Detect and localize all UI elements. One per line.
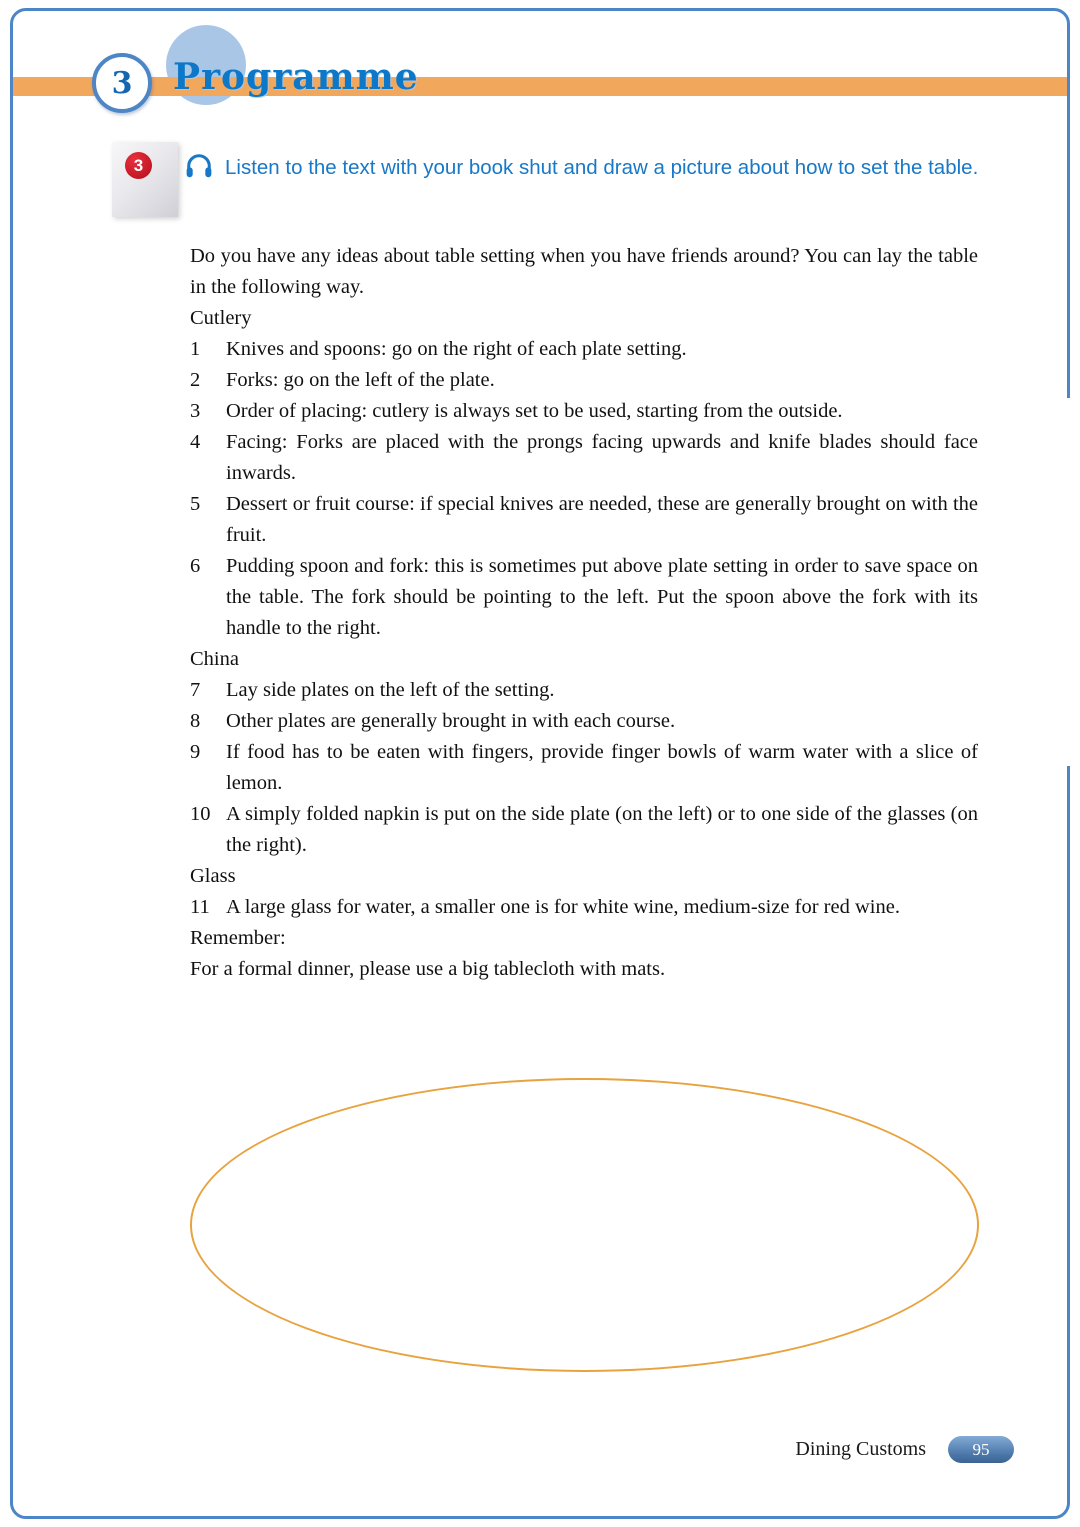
list-item xyxy=(190,489,978,551)
unit-number-badge xyxy=(92,53,152,113)
item-number: 5 xyxy=(190,493,201,515)
list-item xyxy=(190,799,978,861)
drawing-area-ellipse xyxy=(190,1078,979,1372)
item-text: If food has to be eaten with fingers, provide finger bowls of warm water with a slice of lemon. xyxy=(226,741,978,794)
list-item xyxy=(190,706,978,737)
page-number: 95 xyxy=(972,1439,990,1459)
item-number: 1 xyxy=(190,338,201,360)
activity-graphic xyxy=(112,142,178,217)
list-item xyxy=(190,334,978,365)
list-item xyxy=(190,675,978,706)
item-text: Lay side plates on the left of the setting. xyxy=(226,679,555,701)
list-item xyxy=(190,737,978,799)
item-text: Knives and spoons: go on the right of each plate setting. xyxy=(226,338,687,360)
item-number: 4 xyxy=(190,431,201,453)
page-title: Programme xyxy=(173,56,419,98)
list-item xyxy=(190,427,978,489)
remember-label: Remember: xyxy=(190,927,286,949)
item-text: Facing: Forks are placed with the prongs facing upwards and knife blades should face inwards. xyxy=(226,431,978,484)
item-number: 7 xyxy=(190,679,201,701)
body-content xyxy=(190,241,978,985)
item-number: 8 xyxy=(190,710,201,732)
item-text: A simply folded napkin is put on the side plate (on the left) or to one side of the glasses (on the right). xyxy=(226,803,978,856)
list-item xyxy=(190,892,978,923)
section-heading-glass: Glass xyxy=(190,865,236,887)
page-number-pill xyxy=(948,1436,1014,1463)
list-item xyxy=(190,365,978,396)
section-heading-cutlery: Cutlery xyxy=(190,307,252,329)
item-text: Pudding spoon and fork: this is sometimes put above plate setting in order to save space on the table. The fork should be pointing to the left. Put the spoon above the fork with its handle to the right. xyxy=(226,555,978,639)
unit-number: 3 xyxy=(111,65,133,101)
intro-paragraph: Do you have any ideas about table setting when you have friends around? You can lay the table in the following way. xyxy=(190,245,978,298)
footer xyxy=(795,1436,1014,1463)
list-item xyxy=(190,396,978,427)
item-number: 9 xyxy=(190,741,201,763)
list-item xyxy=(190,551,978,644)
item-text: Other plates are generally brought in with each course. xyxy=(226,710,676,732)
headphones-icon xyxy=(185,153,213,184)
item-number: 11 xyxy=(190,896,210,918)
activity-instruction: Listen to the text with your book shut and draw a picture about how to set the table. xyxy=(225,156,979,179)
activity-number: 3 xyxy=(133,155,144,175)
item-text: Dessert or fruit course: if special knives are needed, these are generally brought on with the fruit. xyxy=(226,493,978,546)
footer-section-label: Dining Customs xyxy=(795,1438,926,1460)
item-text: Forks: go on the left of the plate. xyxy=(226,369,495,391)
section-heading-china: China xyxy=(190,648,239,670)
item-text: A large glass for water, a smaller one is for white wine, medium-size for red wine. xyxy=(226,896,900,918)
item-number: 10 xyxy=(190,803,211,825)
item-number: 2 xyxy=(190,369,201,391)
header-orange-bar xyxy=(13,77,1067,96)
item-text: Order of placing: cutlery is always set to be used, starting from the outside. xyxy=(226,400,843,422)
activity-number-badge xyxy=(125,152,152,179)
side-tab-notch xyxy=(1066,398,1080,766)
remember-text: For a formal dinner, please use a big tablecloth with mats. xyxy=(190,958,666,980)
item-number: 6 xyxy=(190,555,201,577)
item-number: 3 xyxy=(190,400,201,422)
